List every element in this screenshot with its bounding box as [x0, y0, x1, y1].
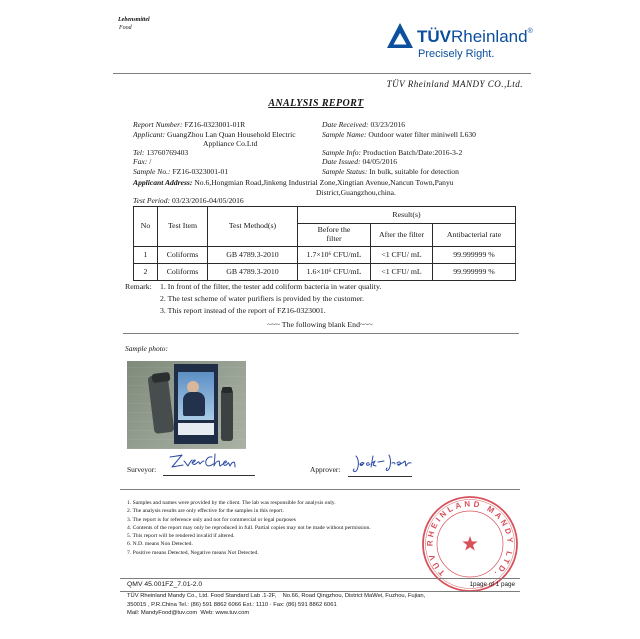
sample-name-label: Sample Name: [322, 130, 367, 139]
photo-small-filter-cap [222, 387, 232, 393]
tel-label: Tel: [133, 148, 145, 157]
sample-no-value: FZ16-0323001-01 [172, 167, 229, 176]
header-test-method: Test Method(s) [208, 207, 298, 247]
applicant-value-line2: Appliance Co.Ltd [203, 139, 258, 148]
test-period-row [133, 197, 244, 206]
table-row [134, 247, 516, 264]
footnote-item: 5. This report will be rendered invalid if altered. [127, 533, 235, 540]
footnote-item: 4. Contents of the report may only be reproduced in full. Partial copies may not be made without permission. [127, 524, 371, 531]
date-received-label: Date Received: [322, 120, 369, 129]
cell-test-item: Coliforms [158, 264, 208, 281]
remark-item-1: 1. In front of the filter, the tester add coliform bacteria in water quality. [160, 282, 382, 291]
sample-photo-label: Sample photo: [125, 344, 168, 353]
fax-label: Fax: [133, 157, 148, 166]
report-number-label: Report Number: [133, 120, 183, 129]
header-results: Result(s) [298, 207, 516, 224]
header-after-filter: After the filter [371, 224, 433, 247]
footnote-item: 1. Samples and names were provided by the client. The lab was responsible for analysis only. [127, 500, 336, 506]
date-received-row [322, 121, 405, 130]
sample-status-label: Sample Status: [322, 167, 368, 176]
stamp-star-icon [462, 536, 477, 550]
page-title: ANALYSIS REPORT [268, 98, 364, 109]
date-issued-label: Date Issued: [322, 157, 361, 166]
cell-before-filter: 1.7×10⁶ CFU/mL [298, 247, 371, 264]
sample-status-value: In bulk, suitable for detection [369, 167, 459, 176]
logo-tagline: Precisely Right. [418, 48, 495, 60]
approver-signature-line [348, 476, 412, 477]
cell-no: 1 [134, 247, 158, 264]
fax-value: / [149, 157, 152, 166]
stamp-ring-text-path: TÜV RHEINLAND MANDY LTD. [425, 499, 515, 578]
applicant-value-line1: GuangZhou Lan Quan Household Electric [166, 130, 296, 139]
cell-antibacterial-rate: 99.999999 % [433, 264, 516, 281]
remark-item-3: 3. This report instead of the report of FZ16-0323001. [160, 306, 326, 315]
cell-before-filter: 1.6×10⁶ CFU/mL [298, 264, 371, 281]
cell-test-method: GB 4789.3-2010 [208, 264, 298, 281]
footer-divider-bottom [120, 591, 520, 592]
test-period-value: 03/23/2016-04/05/2016 [171, 196, 244, 205]
header-divider [113, 73, 531, 74]
table-row [134, 264, 516, 281]
surveyor-signature-line [163, 475, 255, 476]
category-label-de: Lebensmittel [118, 17, 150, 23]
cell-test-item: Coliforms [158, 247, 208, 264]
applicant-address-line2: District,Guangzhou,china. [316, 188, 396, 197]
report-number-value: FZ16-0323001-01R [184, 120, 246, 129]
footer-address-line: TÜV Rheinland Mandy Co., Ltd. Food Standard Lab .1-2F, No.66, Road Qingzhou, District MaWei, Fuzhou, Fujian, [127, 593, 426, 599]
applicant-address-line1: No.6,Hongmian Road,Jinkeng Industrial Zone,Xingtian Avenue,Nancun Town,Panyu [194, 178, 454, 187]
applicant-address-row [133, 179, 454, 188]
fax-row [133, 158, 151, 167]
category-label-en: Food [119, 25, 132, 31]
footnotes [127, 499, 371, 557]
remark-label: Remark: [125, 282, 152, 291]
approver-signature [350, 452, 416, 476]
photo-box-figure-body [183, 392, 205, 416]
logo-registered-mark: ® [527, 28, 533, 35]
surveyor-label: Surveyor: [127, 465, 157, 474]
cell-test-method: GB 4789.3-2010 [208, 247, 298, 264]
report-number-row [133, 121, 245, 130]
test-period-label: Test Period: [133, 196, 171, 205]
sample-info-value: Production Batch/Date:2016-3-2 [362, 148, 463, 157]
tel-value: 13760769403 [146, 148, 189, 157]
company-stamp [420, 494, 520, 594]
footer-web-line: Mail: MandyFood@tuv.com Web: www.tuv.com [127, 610, 250, 616]
footer-divider-top [120, 578, 520, 579]
remark-item-2: 2. The test scheme of water purifiers is provided by the customer. [160, 294, 365, 303]
footnote-item: 2. The analysis results are only effective for the samples in this report. [127, 508, 284, 515]
cell-after-filter: <1 CFU/ mL [371, 264, 433, 281]
company-name: TÜV Rheinland MANDY CO.,Ltd. [386, 79, 523, 89]
header-antibacterial-rate: Antibacterial rate [433, 224, 516, 247]
footnote-item: 3. The report is for reference only and not for commercial or legal purposes [127, 516, 296, 523]
date-received-value: 03/23/2016 [370, 120, 406, 129]
tuv-triangle-icon [386, 22, 414, 50]
applicant-label: Applicant: [133, 130, 166, 139]
header-before-filter [298, 224, 371, 247]
sample-status-row [322, 168, 459, 177]
table-header-row [134, 207, 516, 224]
logo-wordmark [417, 28, 533, 45]
cell-no: 2 [134, 264, 158, 281]
results-table [133, 206, 516, 281]
footnote-item: 7. Positive means Detected, Negative means Not Detected. [127, 549, 259, 556]
cell-after-filter: <1 CFU/ mL [371, 247, 433, 264]
surveyor-signature [166, 451, 238, 475]
footer-contact-line: 350015 , P.R.China Tel.: (86) 591 8862 6066 Ext.: 1110 · Fax: (86) 591 8862 6061 [127, 601, 337, 608]
sample-no-row [133, 168, 228, 177]
sample-no-label: Sample No.: [133, 167, 171, 176]
sample-name-row [322, 131, 476, 140]
date-issued-value: 04/05/2016 [362, 157, 398, 166]
signature-divider [120, 489, 520, 490]
photo-box-label [178, 423, 214, 435]
logo-brand-bold: TÜV [417, 27, 451, 46]
sample-photo [127, 361, 246, 449]
header-before-filter-text: Before the filter [317, 225, 351, 243]
page-counter: 1page of 1 page [469, 581, 515, 588]
end-note: ~~~ The following blank End~~~ [267, 320, 373, 329]
approver-label: Approver: [310, 465, 341, 474]
footnote-item: 6. N.D. means Non Detected. [127, 541, 193, 548]
cell-antibacterial-rate: 99.999999 % [433, 247, 516, 264]
applicant-address-label: Applicant Address: [133, 178, 193, 187]
photo-small-filter [221, 389, 233, 441]
remarks-divider [123, 333, 519, 334]
sample-name-value: Outdoor water filter miniwell L630 [368, 130, 476, 139]
sample-info-label: Sample Info: [322, 148, 362, 157]
date-issued-row [322, 158, 397, 167]
header-no: No [134, 207, 158, 247]
header-test-item: Test Item [158, 207, 208, 247]
form-code: QMV 45.001FZ_7.01-2.0 [127, 581, 203, 588]
logo-brand-regular: Rheinland [451, 27, 528, 46]
